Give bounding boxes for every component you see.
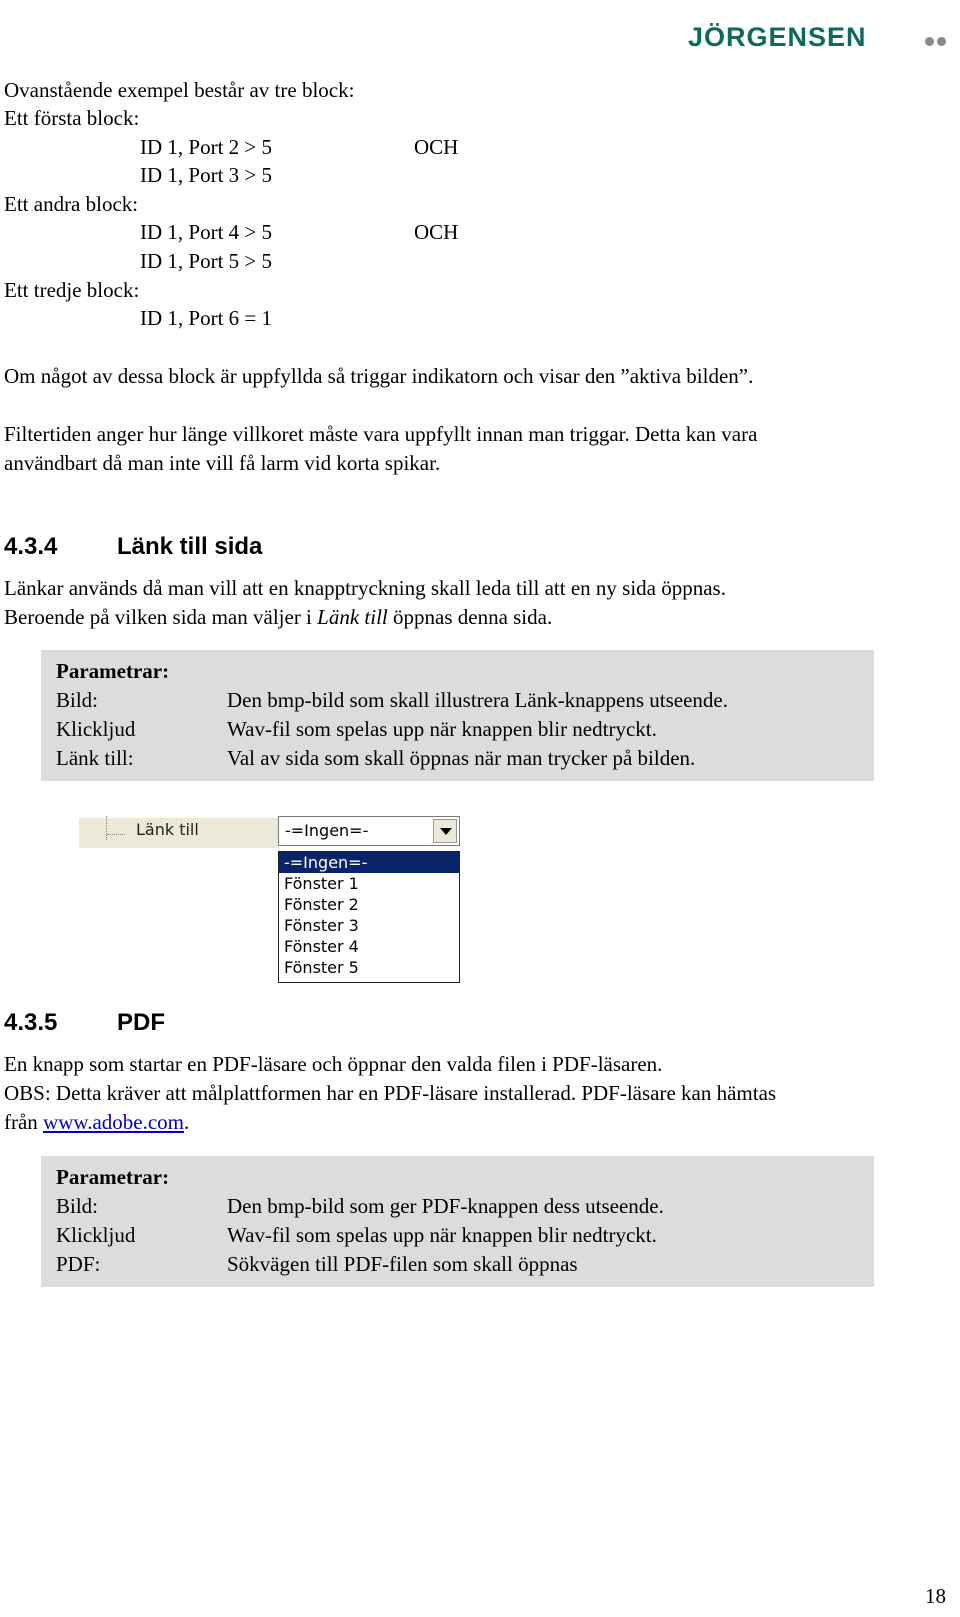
paragraph: [4, 603, 552, 631]
block1-label: Ett första block:: [4, 106, 140, 130]
chevron-down-icon[interactable]: [433, 819, 457, 843]
dropdown-option[interactable]: Fönster 1: [284, 874, 359, 893]
param-name: Bild:: [56, 688, 99, 712]
emphasis-text: Länk till: [317, 605, 388, 629]
dropdown-option[interactable]: Fönster 4: [284, 937, 359, 956]
paragraph: OBS: Detta kräver att målplattformen har en PDF-läsare installerad. PDF-läsare kan hämtas: [4, 1081, 777, 1105]
text-span: Beroende på vilken sida man väljer i: [4, 605, 318, 629]
block2-label: Ett andra block:: [4, 192, 139, 216]
parameters-box: [41, 1156, 874, 1287]
property-label: Länk till: [136, 820, 199, 839]
block2-condition-2: ID 1, Port 5 > 5: [140, 249, 273, 273]
param-desc: Den bmp-bild som ger PDF-knappen dess utseende.: [227, 1194, 664, 1218]
text-span: .: [184, 1110, 190, 1134]
intro-line: Ovanstående exempel består av tre block:: [4, 78, 355, 102]
link-to-select[interactable]: [278, 816, 460, 846]
dropdown-option[interactable]: Fönster 2: [284, 895, 359, 914]
paragraph: Om något av dessa block är uppfyllda så triggar indikatorn och visar den ”aktiva bilden”.: [4, 364, 754, 388]
adobe-link[interactable]: www.adobe.com: [43, 1110, 184, 1134]
param-desc: Wav-fil som spelas upp när knappen blir nedtryckt.: [227, 717, 657, 741]
text-span: från: [4, 1110, 44, 1134]
block3-label: Ett tredje block:: [4, 278, 140, 302]
param-name: Klickljud: [56, 717, 136, 741]
block1-condition-2: ID 1, Port 3 > 5: [140, 163, 273, 187]
link-to-dropdown-screenshot: [79, 814, 464, 989]
block1-och: OCH: [414, 135, 459, 159]
block2-condition-1: ID 1, Port 4 > 5: [140, 220, 273, 244]
param-name: Länk till:: [56, 746, 134, 770]
param-desc: Sökvägen till PDF-filen som skall öppnas: [227, 1252, 578, 1276]
dropdown-option[interactable]: -=Ingen=-: [279, 852, 459, 873]
param-name: Bild:: [56, 1194, 99, 1218]
section-title: Länk till sida: [117, 533, 263, 560]
dropdown-options-list[interactable]: [278, 851, 460, 983]
tree-line: [106, 816, 108, 840]
dropdown-option[interactable]: Fönster 3: [284, 916, 359, 935]
dropdown-option[interactable]: Fönster 5: [284, 958, 359, 977]
logo-dots-icon: [925, 33, 949, 51]
section-number: 4.3.4: [4, 533, 58, 560]
page-number: 18: [925, 1584, 946, 1608]
text-span: öppnas denna sida.: [387, 605, 553, 629]
selected-value: -=Ingen=-: [285, 821, 369, 840]
param-name: Klickljud: [56, 1223, 136, 1247]
param-name: PDF:: [56, 1252, 101, 1276]
parameters-heading: Parametrar:: [56, 1165, 170, 1189]
param-desc: Wav-fil som spelas upp när knappen blir nedtryckt.: [227, 1223, 657, 1247]
block3-condition-1: ID 1, Port 6 = 1: [140, 306, 273, 330]
param-desc: Den bmp-bild som skall illustrera Länk-knappens utseende.: [227, 688, 728, 712]
parameters-box: [41, 650, 874, 781]
parameters-heading: Parametrar:: [56, 659, 170, 683]
paragraph: användbart då man inte vill få larm vid korta spikar.: [4, 451, 441, 475]
section-number: 4.3.5: [4, 1009, 58, 1036]
paragraph: Filtertiden anger hur länge villkoret måste vara uppfyllt innan man triggar. Detta kan vara: [4, 422, 758, 446]
tree-line: [107, 834, 125, 835]
paragraph: [4, 1108, 189, 1136]
block2-och: OCH: [414, 220, 459, 244]
param-desc: Val av sida som skall öppnas när man trycker på bilden.: [227, 746, 696, 770]
company-logo: JÖRGENSEN: [688, 22, 867, 52]
section-title: PDF: [117, 1009, 165, 1036]
block1-condition-1: ID 1, Port 2 > 5: [140, 135, 273, 159]
paragraph: En knapp som startar en PDF-läsare och öppnar den valda filen i PDF-läsaren.: [4, 1052, 663, 1076]
paragraph: Länkar används då man vill att en knapptryckning skall leda till att en ny sida öppnas.: [4, 576, 726, 600]
